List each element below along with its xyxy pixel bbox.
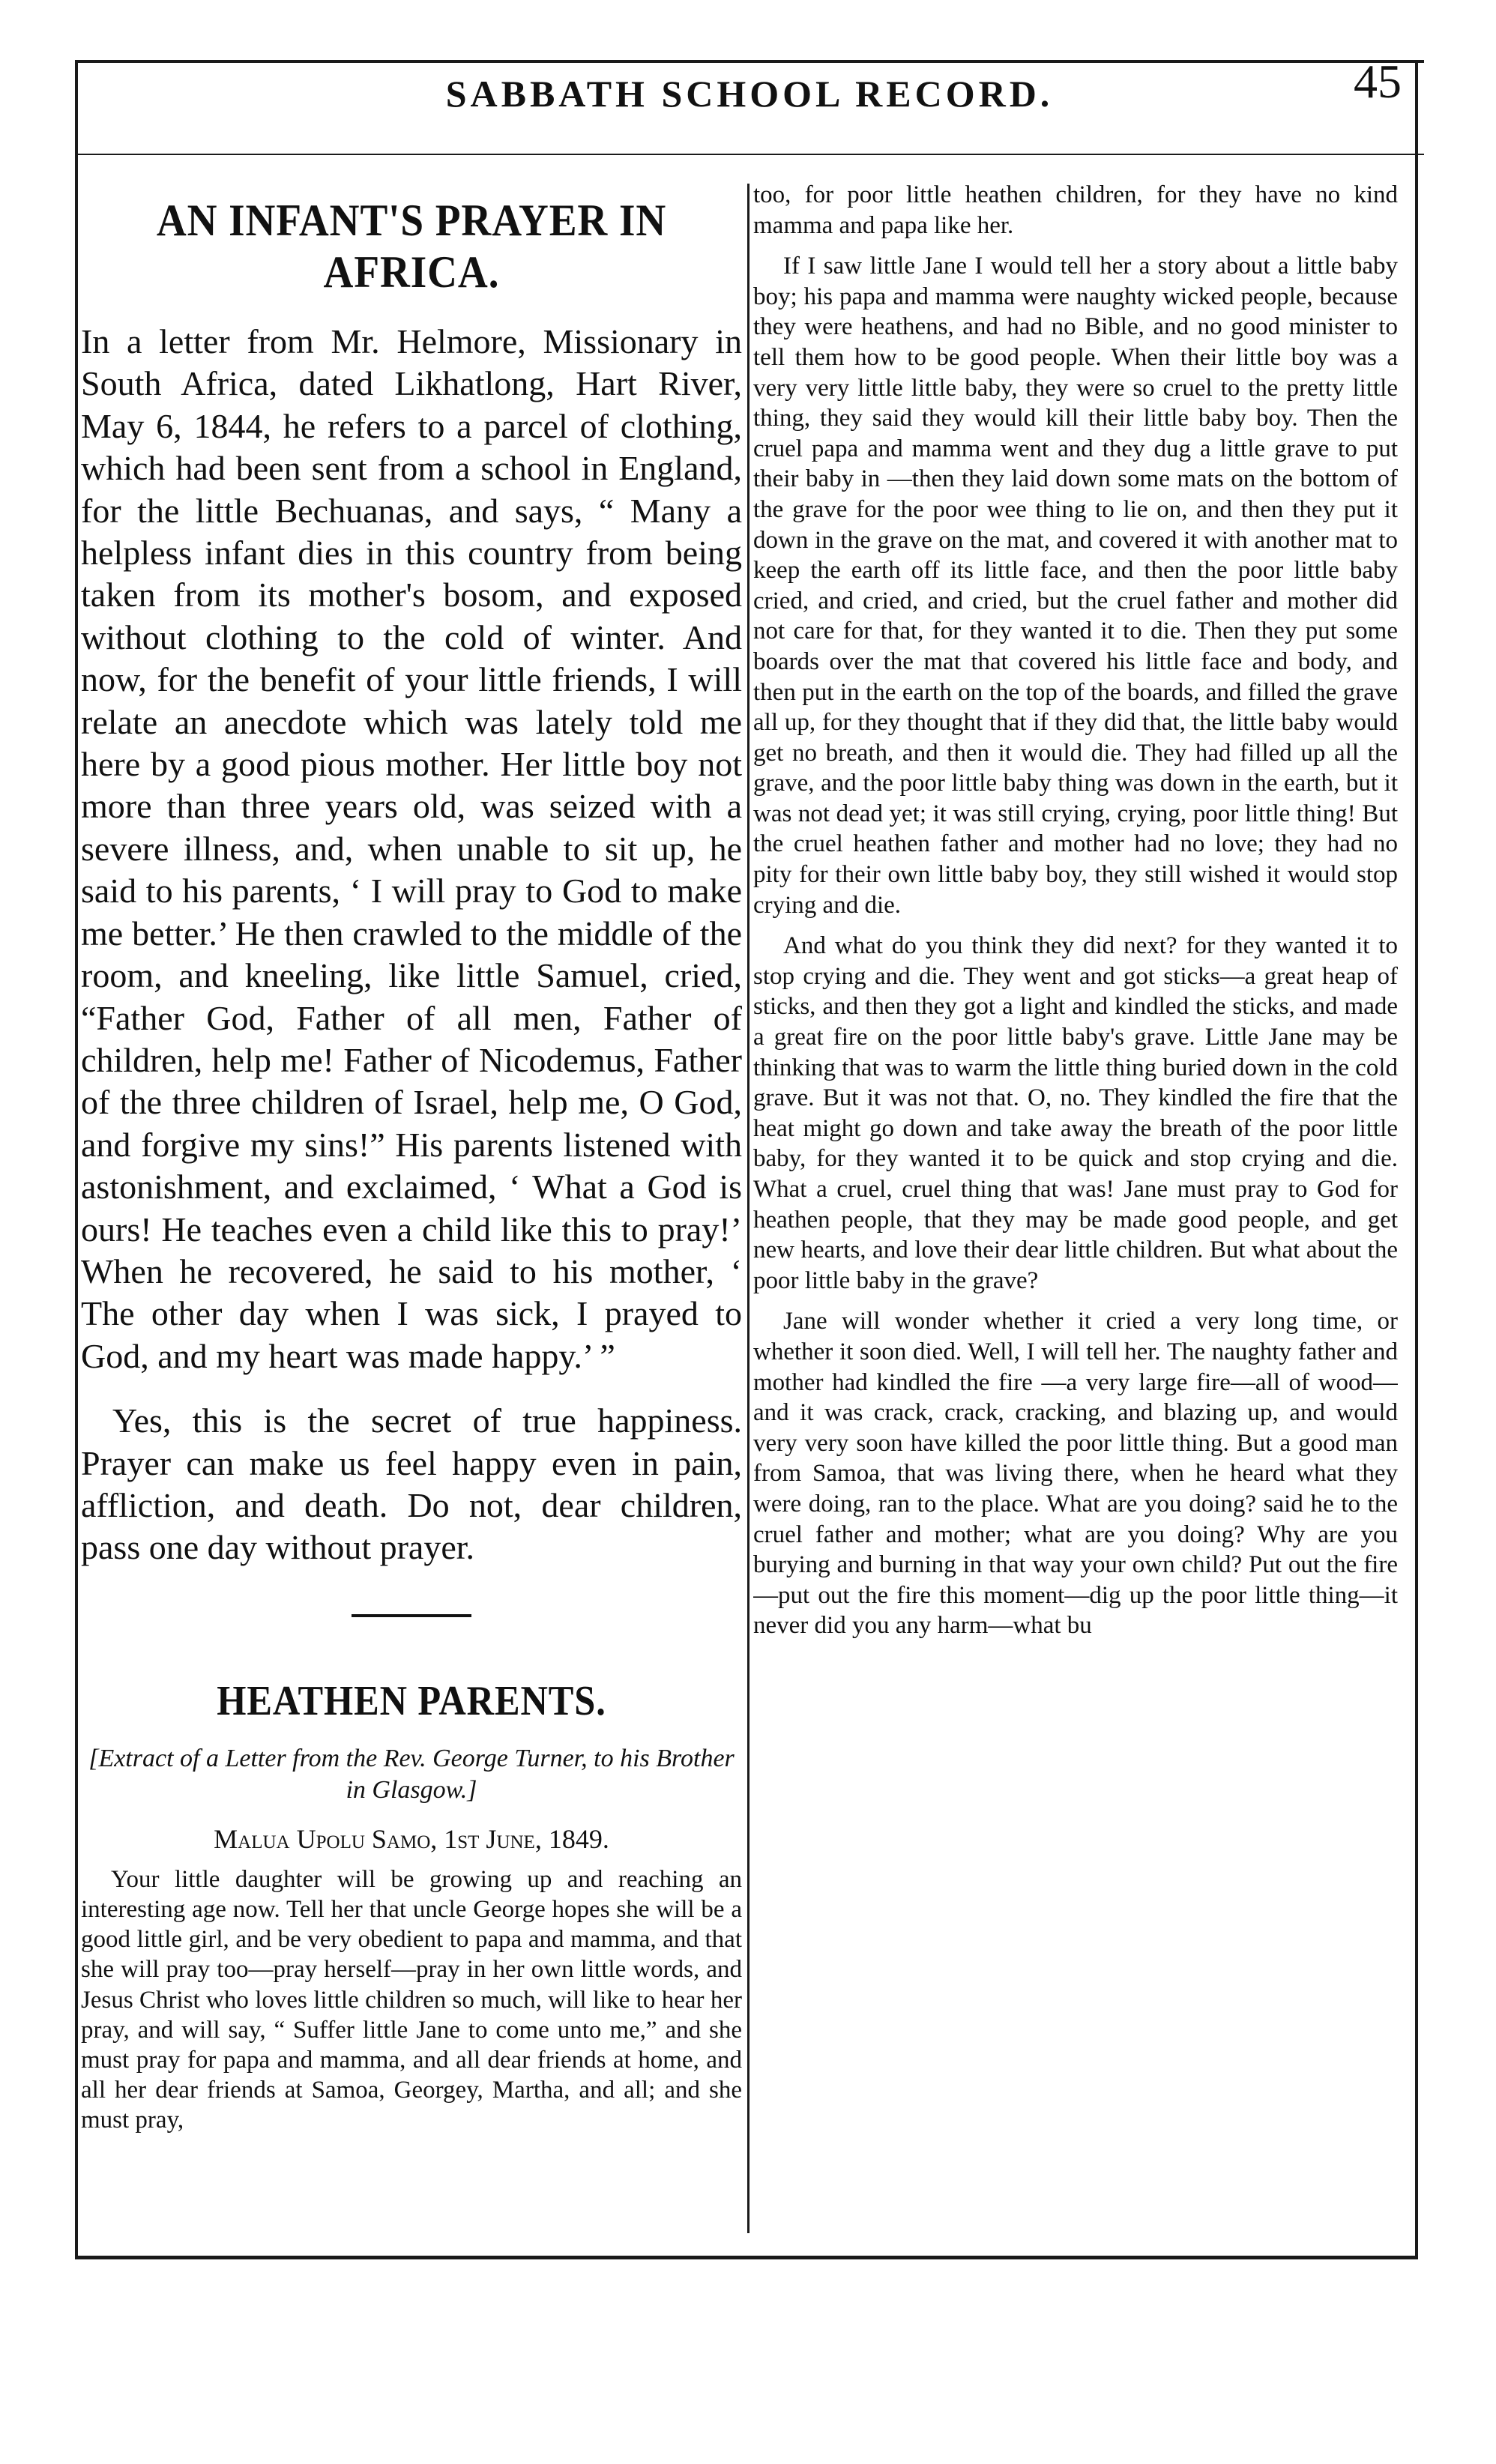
article-paragraph: If I saw little Jane I would tell her a story about a little baby boy; his papa and mamma were naughty wicked people, because they were heathens, and had no Bible, and no good minister to tell them how to be good people. When their little boy was a very very little little baby, they were so cruel to the pretty little thing, they said they would kill their little baby boy. Then the cruel papa and mamma went and they dug a little grave to put their baby in —then they laid down some mats on the bottom of the grave for the poor wee thing to lie on, and then they put it down in the grave on the mat, and covered it with another mat to keep the earth off its little face, and then the poor little baby cried, and cried, and cried, but the cruel father and mother did not care for that, for they wanted it to die. Then they put some boards over the mat that covered his little face and body, and then put in the earth on the top of the boards, and filled the grave all up, for they thought that if they did that, the little baby would get no breath, and then it would die. They had filled up all the grave, and the poor little baby thing was down in the earth, but it was not dead yet; it was still crying, crying, poor little thing! But the cruel heathen father and mother had no love; they had no pity for their own little baby boy, they still wished it would stop crying and die.: [753, 253, 1398, 919]
letter-extract-note: [Extract of a Letter from the Rev. George Turner, to his Brother in Glasgow.]: [88, 1744, 735, 1804]
article-paragraph: In a letter from Mr. Helmore, Missionary in South Africa, dated Likhatlong, Hart River, May 6, 1844, he refers to a parcel of clothing, which had been sent from a school in England, for the little Bechuanas, and says, “ Many a helpless infant dies in this country from being taken from its mother's bosom, and exposed without clothing to the cold of winter. And now, for the benefit of your little friends, I will relate an anecdote which was lately told me here by a good pious mother. Her little boy not more than three years old, was seized with a severe illness, and, when unable to sit up, he said to his parents, ‘ I will pray to God to make me better.’ He then crawled to the middle of the room, and kneeling, like little Samuel, cried, “Father God, Father of all men, Father of children, help me! Father of Nicodemus, Father of the three children of Israel, help me, O God, and forgive my sins!” His parents listened with astonishment, and exclaimed, ‘ What a God is ours! He teaches even a child like this to pray!’ When he recovered, he said to his mother, ‘ The other day when I was sick, I prayed to God, and my heart was made happy.’ ”: [81, 322, 742, 1375]
article-paragraph: Jane will wonder whether it cried a very long time, or whether it soon died. Well, I will tell her. The naughty father and mother had kindled the fire —a very large fire—all of wood—and it was crack, crack, cracking, and blazing up, and would very very soon have killed the poor little thing. But a good man from Samoa, that was living there, when he heard what they were doing, ran to the place. What are you doing? said he to the cruel father and mother; what are you doing? Why are you burying and burning in that way your own child? Put out the fire—put out the fire this moment—dig up the poor little thing—it never did you any harm—what bu: [753, 1308, 1398, 1640]
page-header: [82, 45, 1417, 142]
letter-dateline: Malua Upolu Samo, 1st June, 1849.: [214, 1823, 609, 1854]
article-title-heathen-parents: HEATHEN PARENTS.: [217, 1677, 606, 1724]
article-paragraph: too, for poor little heathen children, for they have no kind mamma and papa like her.: [753, 181, 1398, 239]
header-rule: [75, 154, 1424, 155]
article-paragraph: Yes, this is the secret of true happiness. Prayer can make us feel happy even in pain, affliction, and death. Do not, dear children, pass one day without prayer.: [81, 1401, 742, 1567]
article-paragraph: And what do you think they did next? for they wanted it to stop crying and die. They went and got sticks—a great heap of sticks, and then they got a light and kindled the sticks, and made a great fire on the poor little baby's grave. Little Jane may be thinking that was to warm the little thing buried down in the cold grave. But it was not that. O, no. They kindled the fire that the heat might go down and take away the breath of the poor little baby, for they wanted it to be quick and stop crying and die. What a cruel, cruel thing that was! Jane must pray to God for heathen people, that they may be made good people, and get new hearts, and love their dear little children. But what about the poor little baby in the grave?: [753, 932, 1398, 1294]
column-divider: [747, 184, 749, 2233]
article-paragraph: Your little daughter will be growing up and reaching an interesting age now. Tell her that uncle George hopes she will be a good little girl, and be very obedient to papa and mamma, and that she will pray too—pray herself—pray in her own little words, and Jesus Christ who loves little children so much, will like to hear her pray, and will say, “ Suffer little Jane to come unto me,” and she must pray for papa and mamma, and all dear friends at home, and all her dear friends at Samoa, Georgey, Martha, and all; and she must pray,: [81, 1865, 742, 2134]
bottom-border-line: [75, 2256, 1417, 2259]
page-number: 45: [1354, 55, 1402, 108]
right-column: [753, 180, 1398, 2241]
right-border-line: [1415, 60, 1418, 2259]
section-divider-rule: [352, 1614, 471, 1617]
left-column: [81, 180, 742, 2241]
left-border-line: [75, 60, 78, 2259]
publication-title: SABBATH SCHOOL RECORD.: [445, 73, 1054, 115]
article-title-infants-prayer: AN INFANT'S PRAYER IN AFRICA.: [156, 196, 667, 297]
